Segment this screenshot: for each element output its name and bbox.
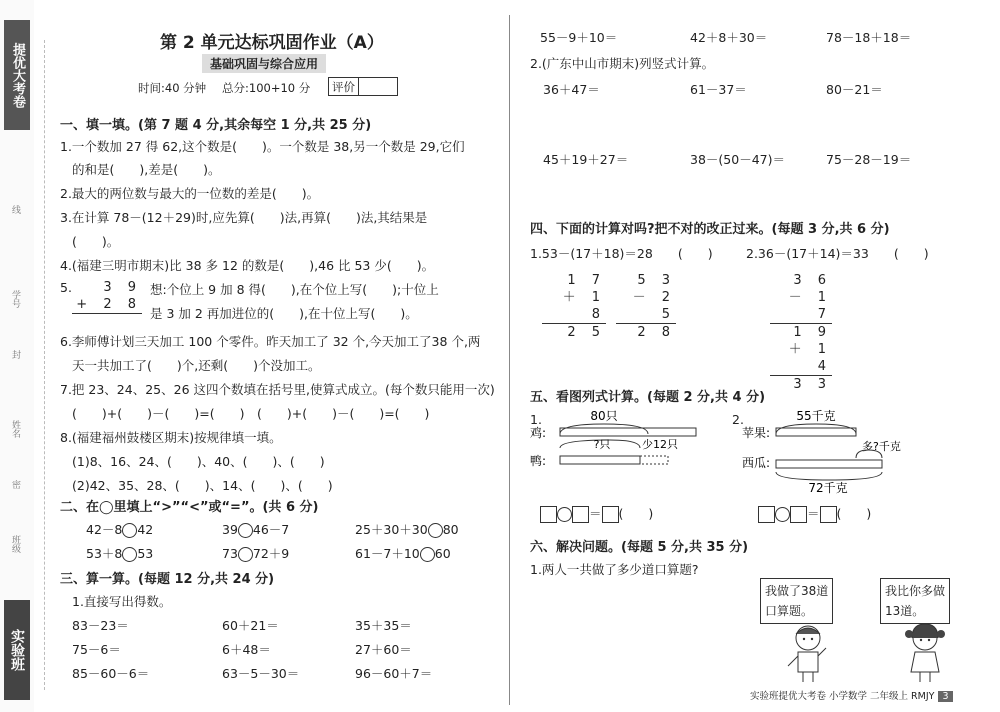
check-question-1: 1.53－(17＋18)＝28 ( ) xyxy=(530,246,713,261)
girl-illustration xyxy=(895,622,955,684)
footer-text: 实验班提优大考卷 小学数学 二年级上 RMJY xyxy=(750,691,935,702)
calc-item: 96－60＋7＝ xyxy=(355,666,433,681)
vertical-work-3: 3 6 － 1 7 1 9 ＋ 1 4 3 3 xyxy=(770,272,832,393)
duck-bar xyxy=(560,456,640,464)
boy-speech-bubble: 我做了38道 口算题。 xyxy=(760,578,833,624)
question-8-part-2: (2)42、35、28、( )、14、( )、( ) xyxy=(72,478,333,493)
vertical-calc-item: 80－21＝ xyxy=(826,82,883,97)
chicken-bar xyxy=(560,428,696,436)
unit-blank[interactable]: ( ) xyxy=(836,506,872,521)
class-label: 班级 xyxy=(10,535,20,553)
id-label: 学号 xyxy=(10,290,20,308)
answer-square[interactable] xyxy=(758,506,775,523)
compare-item: 53＋8 53 xyxy=(86,546,154,561)
calc-item: 75－6＝ xyxy=(72,642,121,657)
question-7-line-2: ( )+( )－( )=( ) ( )+( )－( )=( ) xyxy=(72,406,430,421)
compare-circle[interactable] xyxy=(122,523,137,538)
calc-item: 27＋60＝ xyxy=(355,642,412,657)
section-1-title: 一、填一填。(第 7 题 4 分,其余每空 1 分,共 25 分) xyxy=(60,118,372,133)
question-5-top: 3 9 xyxy=(103,280,142,295)
score-info: 总分:100+10 分 xyxy=(222,81,311,95)
answer-row-2: ＝ ( ) xyxy=(758,504,871,523)
brace-melon xyxy=(776,472,882,480)
question-7-line-1: 7.把 23、24、25、26 这四个数填在括号里,使算式成立。(每个数只能用一次) xyxy=(60,382,495,397)
diagram-2-number: 2. xyxy=(732,412,744,427)
page-subtitle: 基础巩固与综合应用 xyxy=(202,54,326,73)
question-8-title: 8.(福建福州鼓楼区期末)按规律填一填。 xyxy=(60,430,282,445)
compare-circle[interactable] xyxy=(420,547,435,562)
compare-item: 25＋30＋30 80 xyxy=(355,522,459,537)
time-info: 时间:40 分钟 xyxy=(138,81,207,95)
section-6-title: 六、解决问题。(每题 5 分,共 35 分) xyxy=(530,540,749,555)
brace-apple xyxy=(776,424,856,434)
brace-total xyxy=(560,424,648,434)
melon-total: 72千克 xyxy=(808,481,848,494)
section-5-title: 五、看图列式计算。(每题 2 分,共 4 分) xyxy=(530,390,766,405)
calc-item: 63－5－30＝ xyxy=(222,666,300,681)
cut-line xyxy=(44,40,45,690)
vertical-work-2: 5 3 － 2 5 2 8 xyxy=(616,272,676,341)
melon-bar xyxy=(776,460,882,468)
check-question-2: 2.36－(17＋14)＝33 ( ) xyxy=(746,246,929,261)
girl-speech-bubble: 我比你多做 13道。 xyxy=(880,578,950,624)
answer-square[interactable] xyxy=(790,506,807,523)
answer-square[interactable] xyxy=(820,506,837,523)
chicken-label: 鸡: xyxy=(530,426,547,440)
apple-label: 苹果: xyxy=(742,426,771,440)
calc-item: 42＋8＋30＝ xyxy=(690,30,768,45)
calc-item: 60＋21＝ xyxy=(222,618,279,633)
page-title: 第 2 单元达标巩固作业（A） xyxy=(160,33,384,53)
compare-item: 73 72＋9 xyxy=(222,546,290,561)
section-2-title: 二、在◯里填上“>”“<”或“=”。(共 6 分) xyxy=(60,500,319,515)
question-4: 4.(福建三明市期末)比 38 多 12 的数是( ),46 比 53 少( )。 xyxy=(60,258,435,273)
compare-circle[interactable] xyxy=(428,523,443,538)
evaluation-label: 评价 xyxy=(329,78,359,96)
diagram-2 xyxy=(732,408,912,494)
unit-blank[interactable]: ( ) xyxy=(618,506,654,521)
brand-label-top: 提优大考卷 xyxy=(4,20,30,130)
question-6-line-1: 6.李师傅计划三天加工 100 个零件。昨天加工了 32 个,今天加工了38 个,两 xyxy=(60,334,481,349)
apple-bar xyxy=(776,428,856,436)
question-6-line-2: 天一共加工了( )个,还剩( )个没加工。 xyxy=(72,358,321,373)
diagram-1-unknown: ?只 xyxy=(593,438,611,451)
question-5-line-2: 是 3 加 2 再加进位的( ),在十位上写( )。 xyxy=(150,306,418,321)
brand-label-bottom: 实验班 xyxy=(4,600,30,700)
vertical-calc-item: 38－(50－47)＝ xyxy=(690,152,785,167)
compare-circle[interactable] xyxy=(238,547,253,562)
check-answer-blank[interactable]: ( ) xyxy=(677,246,713,261)
diagram-1-less: 少12只 xyxy=(642,438,678,451)
duck-label: 鸭: xyxy=(530,454,547,468)
compare-item: 42－8 42 xyxy=(86,522,154,537)
question-1-line-1: 1.一个数加 27 得 62,这个数是( )。一个数是 38,另一个数是 29,它们 xyxy=(60,139,465,154)
compare-circle[interactable] xyxy=(122,547,137,562)
question-5-line-1: 想:个位上 9 加 8 得( ),在个位上写( );十位上 xyxy=(150,282,439,297)
question-8-part-1: (1)8、16、24、( )、40、( )、( ) xyxy=(72,454,325,469)
vertical-calc-item: 61－37＝ xyxy=(690,82,747,97)
answer-square[interactable] xyxy=(572,506,589,523)
footer xyxy=(750,688,953,702)
section-3-sub-2: 2.(广东中山市期末)列竖式计算。 xyxy=(530,56,715,71)
vertical-calc-item: 45＋19＋27＝ xyxy=(543,152,629,167)
seal-mark: 密 xyxy=(10,480,20,489)
check-answer-blank[interactable]: ( ) xyxy=(893,246,929,261)
calc-item: 83－23＝ xyxy=(72,618,129,633)
calc-item: 35＋35＝ xyxy=(355,618,412,633)
question-3-line-2: ( )。 xyxy=(72,234,120,249)
operator-circle[interactable] xyxy=(557,507,572,522)
section-4-title: 四、下面的计算对吗?把不对的改正过来。(每题 3 分,共 6 分) xyxy=(530,222,890,237)
page-number: 3 xyxy=(938,691,952,702)
vertical-work-1: 1 7 ＋ 1 8 2 5 xyxy=(542,272,606,341)
boy-illustration xyxy=(778,622,838,684)
calc-item: 6＋48＝ xyxy=(222,642,271,657)
question-5-bottom: + 2 8 xyxy=(76,297,142,312)
answer-square[interactable] xyxy=(540,506,557,523)
section-3-sub-1: 1.直接写出得数。 xyxy=(72,594,172,609)
question-3-line-1: 3.在计算 78－(12＋29)时,应先算( )法,再算( )法,其结果是 xyxy=(60,210,428,225)
operator-circle[interactable] xyxy=(775,507,790,522)
calc-item: 78－18＋18＝ xyxy=(826,30,912,45)
diagram-1 xyxy=(530,408,730,484)
compare-item: 61－7＋10 60 xyxy=(355,546,451,561)
duck-gap xyxy=(640,456,668,464)
compare-item: 39 46－7 xyxy=(222,522,290,537)
evaluation-box[interactable] xyxy=(328,77,398,96)
vertical-calc-item: 75－28－19＝ xyxy=(826,152,912,167)
seal-mark: 线 xyxy=(10,205,20,214)
question-5-answer-line xyxy=(72,313,142,328)
section-3-title: 三、算一算。(每题 12 分,共 24 分) xyxy=(60,572,275,587)
diagram-1-number: 1. xyxy=(530,412,542,427)
question-5-number: 5. xyxy=(60,280,72,295)
answer-square[interactable] xyxy=(602,506,619,523)
calc-item: 55－9＋10＝ xyxy=(540,30,618,45)
diagram-2-more: 多?千克 xyxy=(862,440,901,453)
question-1-line-2: 的和是( ),差是( )。 xyxy=(72,162,221,177)
melon-label: 西瓜: xyxy=(742,456,771,470)
compare-circle[interactable] xyxy=(238,523,253,538)
problem-1: 1.两人一共做了多少道口算题? xyxy=(530,562,699,577)
seal-mark: 封 xyxy=(10,350,20,359)
column-divider xyxy=(509,15,510,705)
question-5-vertical xyxy=(72,279,142,328)
binding-strip xyxy=(0,0,34,712)
apple-value: 55千克 xyxy=(796,409,836,423)
calc-item: 85－60－6＝ xyxy=(72,666,150,681)
answer-row-1: ＝ ( ) xyxy=(540,504,653,523)
diagram-1-total: 80只 xyxy=(590,409,618,423)
question-2: 2.最大的两位数与最大的一位数的差是( )。 xyxy=(60,186,320,201)
vertical-calc-item: 36＋47＝ xyxy=(543,82,600,97)
name-label: 姓名 xyxy=(10,420,20,438)
